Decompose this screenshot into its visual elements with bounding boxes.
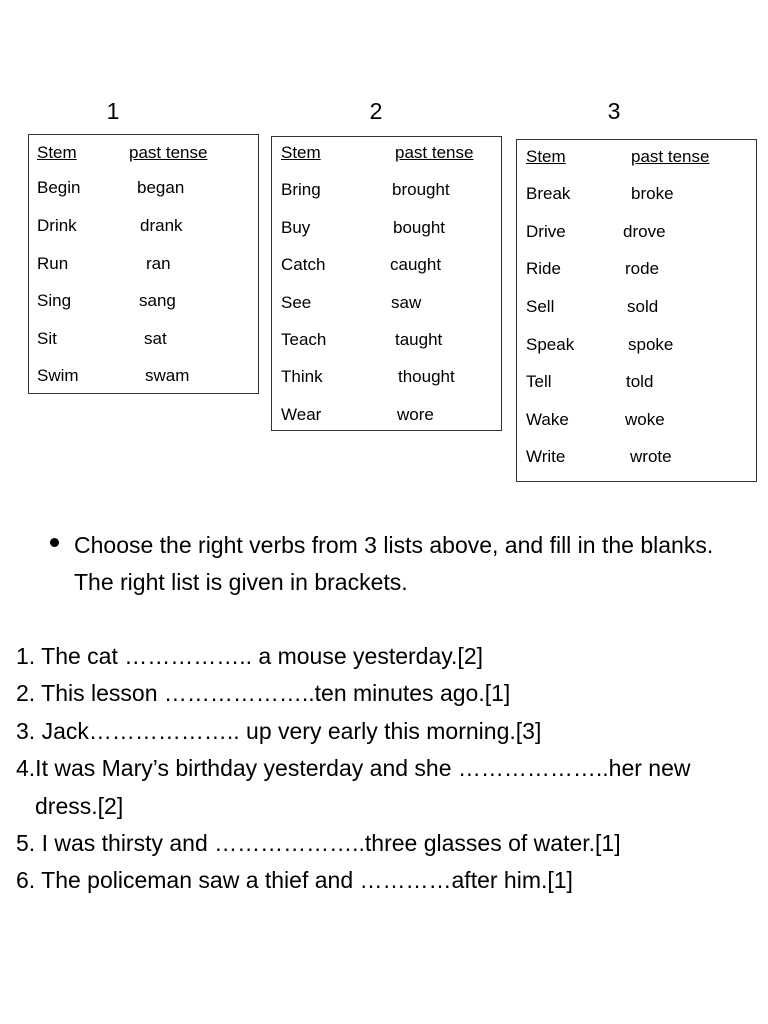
- verb-list-3: [516, 139, 757, 482]
- verb-past: thought: [398, 367, 455, 386]
- verb-past: rode: [625, 259, 660, 278]
- verb-row: [517, 259, 756, 283]
- verb-past: drank: [140, 216, 183, 235]
- verb-stem: Begin: [37, 178, 81, 197]
- past-tense-header: past tense: [129, 143, 208, 162]
- list-number-1: 1: [106, 98, 120, 124]
- verb-stem: Ride: [526, 259, 561, 278]
- verb-stem: Bring: [281, 180, 321, 199]
- verb-row: [272, 255, 501, 279]
- verb-past: began: [137, 178, 185, 197]
- instruction-line-1: Choose the right verbs from 3 lists above, and fill in the blanks.: [74, 532, 714, 558]
- bullet-icon: [50, 538, 59, 547]
- verb-stem: Speak: [526, 335, 575, 354]
- verb-row: [517, 222, 756, 246]
- question-4-continuation: dress.[2]: [35, 792, 124, 819]
- verb-row: [517, 335, 756, 359]
- verb-past: spoke: [628, 335, 674, 354]
- verb-stem: Catch: [281, 255, 326, 274]
- verb-row: [272, 367, 501, 391]
- instruction-line-2: The right list is given in brackets.: [74, 569, 408, 595]
- list-header: [272, 143, 501, 167]
- verb-row: [517, 184, 756, 208]
- verb-list-1: [28, 134, 259, 394]
- verb-row: [517, 297, 756, 321]
- verb-row: [272, 405, 501, 429]
- verb-row: [272, 293, 501, 317]
- verb-row: [517, 410, 756, 434]
- question-2: 2. This lesson ………………..ten minutes ago.[1]: [16, 680, 511, 707]
- verb-stem: Wear: [281, 405, 322, 424]
- list-header: [29, 143, 258, 167]
- verb-stem: Wake: [526, 410, 569, 429]
- verb-row: [517, 447, 756, 471]
- past-tense-header: past tense: [631, 147, 710, 166]
- verb-row: [272, 218, 501, 242]
- verb-past: sang: [139, 291, 176, 310]
- list-number-2: 2: [369, 98, 383, 124]
- verb-past: drove: [623, 222, 666, 241]
- verb-row: [29, 291, 258, 315]
- stem-header: Stem: [281, 143, 321, 162]
- verb-past: ran: [146, 254, 171, 273]
- verb-stem: See: [281, 293, 312, 312]
- verb-stem: Sing: [37, 291, 72, 310]
- verb-stem: Run: [37, 254, 69, 273]
- verb-past: sold: [627, 297, 659, 316]
- verb-stem: Drink: [37, 216, 77, 235]
- verb-stem: Sell: [526, 297, 555, 316]
- question-1: 1. The cat …………….. a mouse yesterday.[2]: [16, 643, 483, 669]
- verb-past: wrote: [630, 447, 672, 466]
- verb-stem: Swim: [37, 366, 79, 385]
- verb-stem: Sit: [37, 329, 57, 348]
- verb-stem: Break: [526, 184, 571, 203]
- verb-stem: Think: [281, 367, 323, 386]
- verb-row: [272, 330, 501, 354]
- verb-past: sat: [144, 329, 167, 348]
- verb-row: [29, 329, 258, 353]
- verb-past: swam: [145, 366, 190, 385]
- verb-past: saw: [391, 293, 422, 312]
- verb-past: brought: [392, 180, 450, 199]
- verb-row: [272, 180, 501, 204]
- stem-header: Stem: [526, 147, 566, 166]
- verb-row: [517, 372, 756, 396]
- question-6: 6. The policeman saw a thief and …………after him.[1]: [16, 867, 573, 894]
- verb-row: [29, 254, 258, 278]
- verb-past: taught: [395, 330, 443, 349]
- verb-list-2: [271, 136, 502, 431]
- question-4: 4.It was Mary’s birthday yesterday and she ………………..her new: [16, 755, 691, 782]
- verb-stem: Teach: [281, 330, 327, 349]
- question-3: 3. Jack……………….. up very early this morning.[3]: [16, 717, 542, 744]
- verb-stem: Write: [526, 447, 566, 466]
- verb-stem: Buy: [281, 218, 311, 237]
- question-list: [16, 638, 766, 900]
- verb-past: caught: [390, 255, 442, 274]
- verb-stem: Drive: [526, 222, 566, 241]
- verb-past: told: [626, 372, 654, 391]
- verb-past: woke: [625, 410, 665, 429]
- instruction: [50, 527, 766, 601]
- list-header: [517, 147, 756, 171]
- verb-row: [29, 216, 258, 240]
- verb-past: broke: [631, 184, 674, 203]
- verb-stem: Tell: [526, 372, 552, 391]
- verb-row: [29, 178, 258, 202]
- verb-past: wore: [397, 405, 434, 424]
- verb-past: bought: [393, 218, 445, 237]
- list-number-3: 3: [607, 98, 621, 124]
- verb-row: [29, 366, 258, 390]
- stem-header: Stem: [37, 143, 77, 162]
- question-5: 5. I was thirsty and ………………..three glasses of water.[1]: [16, 830, 621, 857]
- past-tense-header: past tense: [395, 143, 474, 162]
